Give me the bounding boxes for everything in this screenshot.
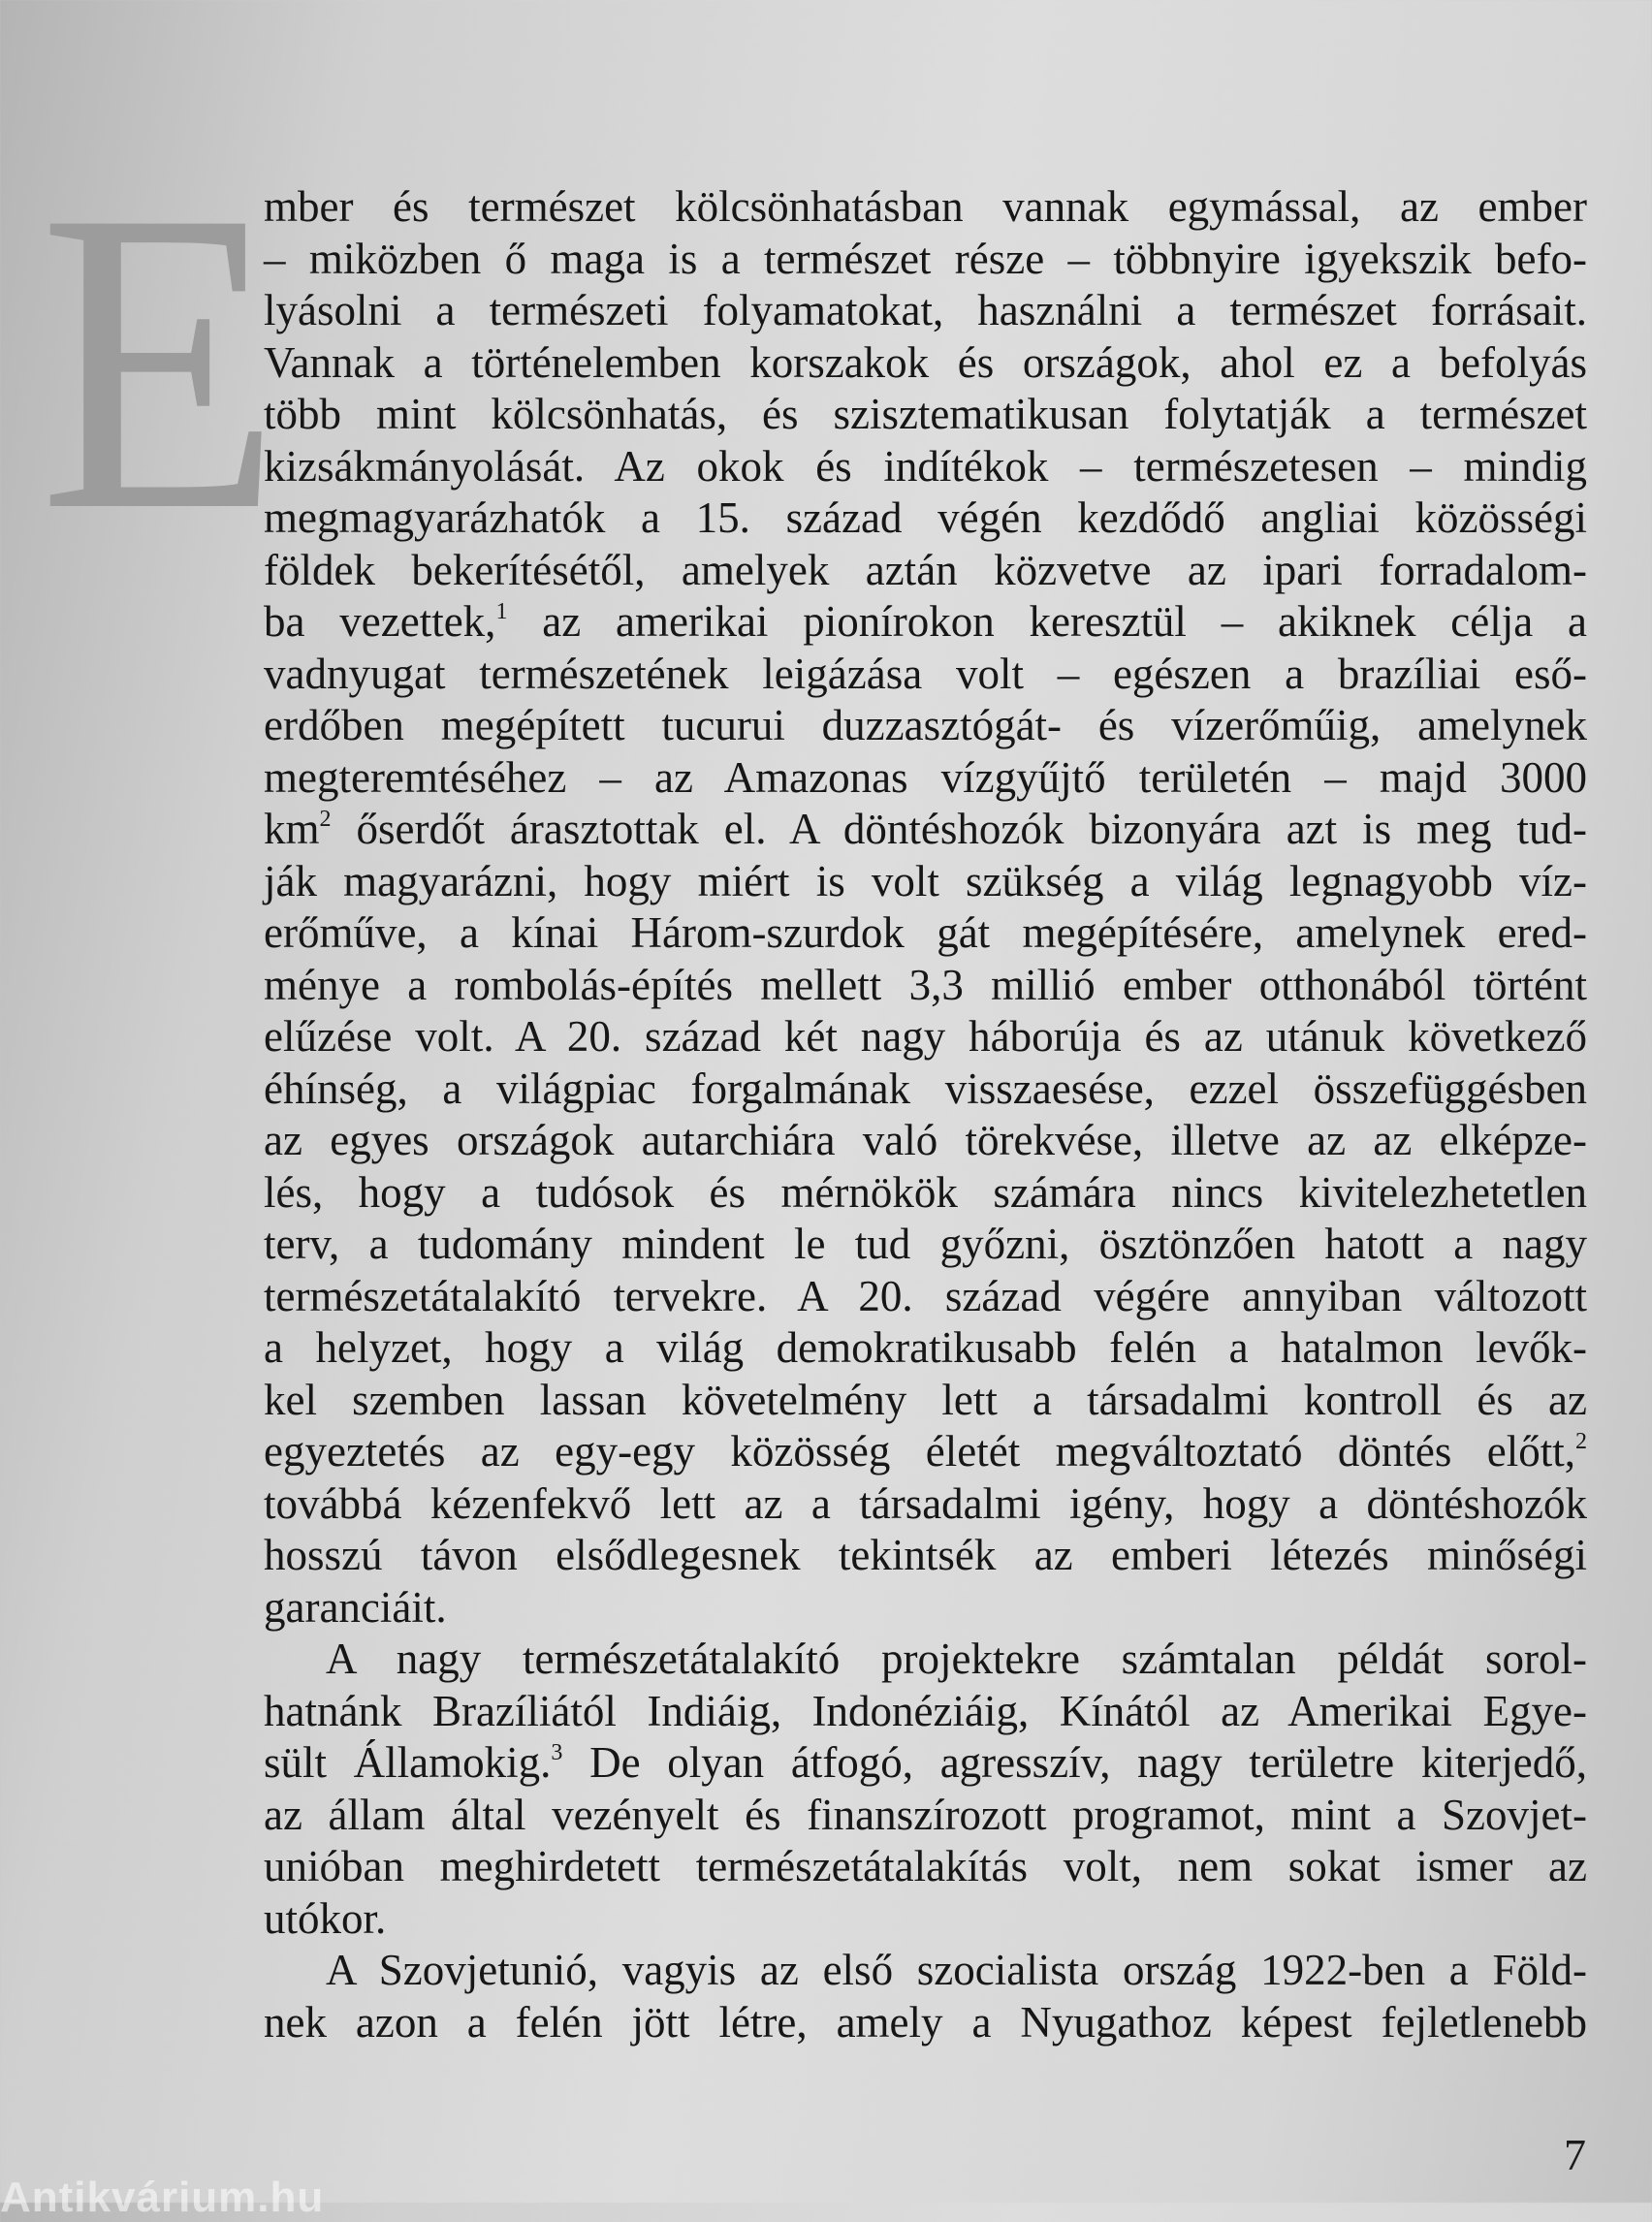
text-line: természetátalakító tervekre. A 20. század végére annyiban változott: [264, 1271, 1587, 1320]
text-line: kizsákmányolását. Az okok és indítékok – természetesen – mindig: [264, 441, 1587, 491]
watermark: Antikvárium.hu: [0, 2174, 325, 2221]
text-line: elűzése volt. A 20. század két nagy háborúja és az utánuk következő: [264, 1012, 1587, 1061]
text-line: unióban meghirdetett természetátalakítás volt, nem sokat ismer az: [264, 1842, 1587, 1890]
text-line: a helyzet, hogy a világ demokratikusabb felén a hatalmon levők-: [264, 1323, 1587, 1372]
text-line: az állam által vezényelt és finanszírozott programot, mint a Szovjet-: [264, 1790, 1587, 1839]
text-line: garanciáit.: [264, 1582, 447, 1632]
text-line: földek bekerítésétől, amelyek aztán közvetve az ipari forradalom-: [264, 545, 1587, 594]
text-fragment: egyeztetés az egy-egy közösség életét megváltoztató döntés előtt,: [264, 1427, 1575, 1476]
text-line: mber és természet kölcsönhatásban vannak egymással, az ember: [264, 182, 1587, 231]
text-line: [264, 596, 1587, 649]
text-line: nek azon a felén jött létre, amely a Nyugathoz képest fejletlenebb: [264, 1997, 1587, 2047]
text-fragment: az amerikai pionírokon keresztül – akiknek célja a: [542, 597, 1588, 646]
text-line: A nagy természetátalakító projektekre számtalan példát sorol-: [326, 1635, 1587, 1683]
text-line: – miközben ő maga is a természet része – többnyire igyekszik befo-: [264, 234, 1587, 283]
text-line: A Szovjetunió, vagyis az első szocialista ország 1922-ben a Föld-: [326, 1946, 1587, 1994]
text-line: az egyes országok autarchiára való törekvése, illetve az az elképze-: [264, 1116, 1587, 1164]
text-line: lyásolni a természeti folyamatokat, használni a természet forrásait.: [264, 286, 1587, 334]
text-line: ják magyarázni, hogy miért is volt szükség a világ legnagyobb víz-: [264, 856, 1587, 905]
text-fragment: ba vezettek,: [264, 597, 496, 646]
footnote-ref-3: 3: [551, 1740, 563, 1765]
text-line: továbbá kézenfekvő lett az a társadalmi igény, hogy a döntéshozók: [264, 1478, 1587, 1528]
text-fragment: De olyan átfogó, agresszív, nagy területre kiterjedő,: [589, 1738, 1588, 1787]
text-line: hatnánk Brazíliától Indiáig, Indonéziáig, Kínától az Amerikai Egye-: [264, 1686, 1587, 1735]
text-line: megmagyarázhatók a 15. század végén kezdődő angliai közösségi: [264, 493, 1587, 542]
page-number: 7: [1564, 2130, 1586, 2179]
drop-cap: E: [39, 122, 282, 600]
text-line: megteremtéséhez – az Amazonas vízgyűjtő területén – majd 3000: [264, 752, 1587, 802]
text-line: ménye a rombolás-építés mellett 3,3 millió ember otthonából történt: [264, 960, 1587, 1009]
text-line: több mint kölcsönhatás, és szisztematikusan folytatják a természet: [264, 390, 1587, 438]
text-line: [264, 804, 1587, 856]
text-line: éhínség, a világpiac forgalmának visszaesése, ezzel összefüggésben: [264, 1063, 1587, 1113]
text-line: erdőben megépített tucurui duzzasztógát- és vízerőműig, amelynek: [264, 701, 1587, 749]
body-text: [264, 181, 1587, 2048]
footnote-ref-2: 2: [1575, 1429, 1587, 1454]
text-line: vadnyugat természetének leigázása volt – egészen a brazíliai eső-: [264, 649, 1587, 698]
text-fragment: km: [264, 805, 320, 853]
footnote-ref-1: 1: [495, 599, 508, 624]
text-line: terv, a tudomány mindent le tud győzni, ösztönzően hatott a nagy: [264, 1220, 1587, 1268]
text-line: lés, hogy a tudósok és mérnökök számára nincs kivitelezhetetlen: [264, 1167, 1587, 1217]
text-line: [264, 1426, 1587, 1478]
text-line: [264, 1737, 1587, 1790]
text-fragment: sült Államokig.: [264, 1738, 552, 1787]
text-line: kel szemben lassan követelmény lett a társadalmi kontroll és az: [264, 1375, 1587, 1424]
text-line: Vannak a történelemben korszakok és országok, ahol ez a befolyás: [264, 337, 1587, 387]
text-line: erőműve, a kínai Három-szurdok gát megépítésére, amelynek ered-: [264, 908, 1587, 957]
km-exponent: 2: [319, 807, 332, 832]
text-line: hosszú távon elsődlegesnek tekintsék az emberi létezés minőségi: [264, 1531, 1587, 1579]
text-line: utókor.: [264, 1893, 387, 1943]
text-fragment: őserdőt árasztottak el. A döntéshozók bizonyára azt is meg tud-: [356, 805, 1587, 853]
